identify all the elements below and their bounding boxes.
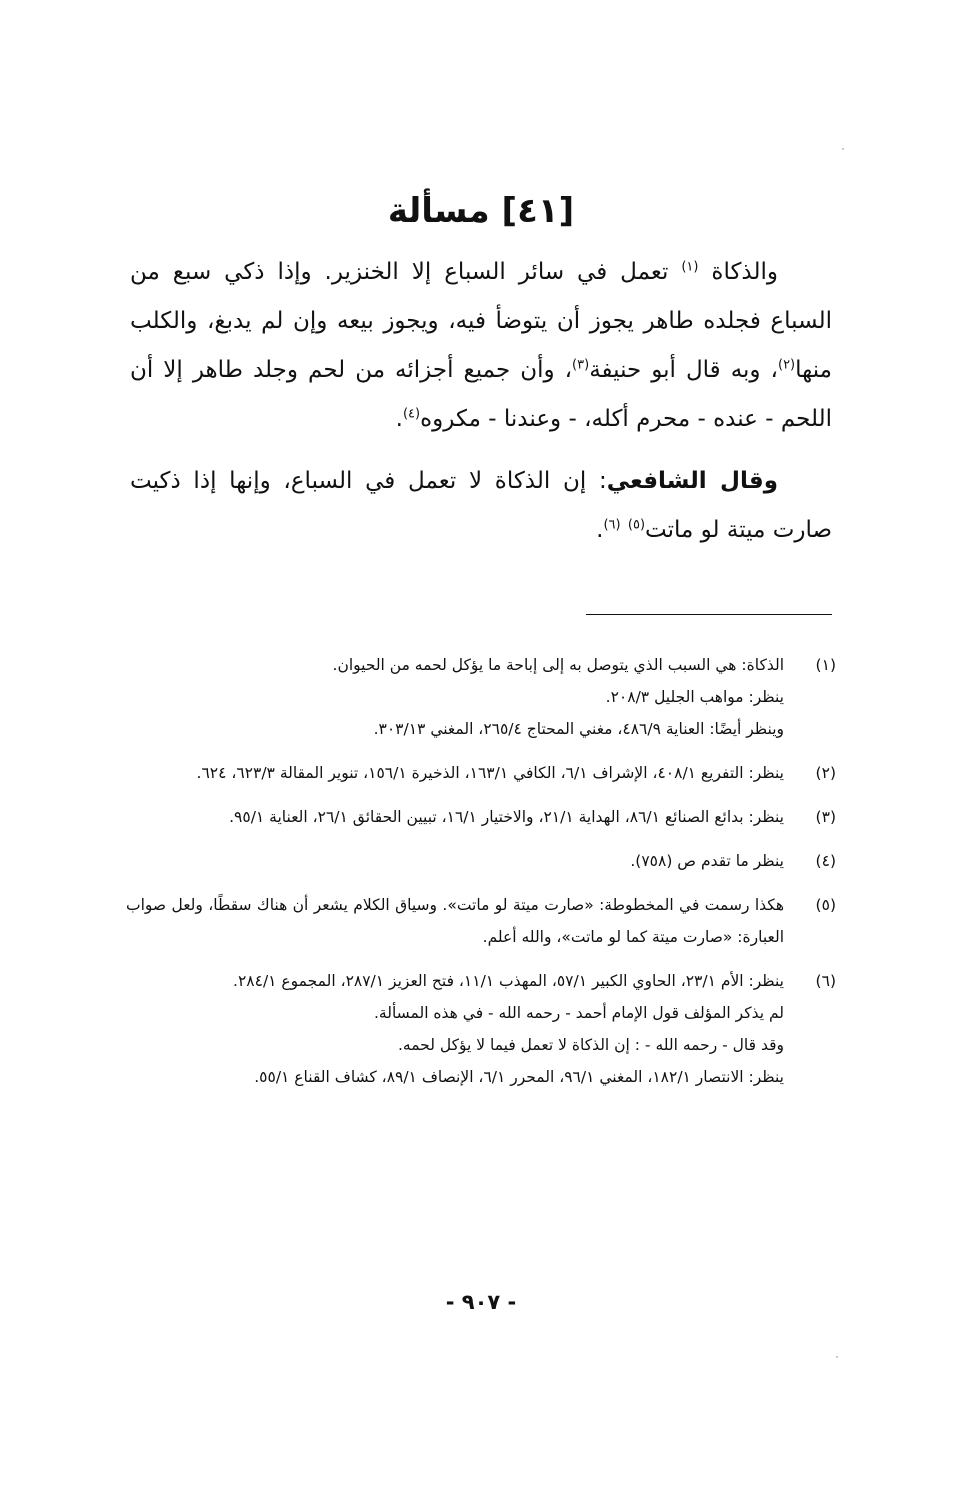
footnote-line: الذكاة: هي السبب الذي يتوصل به إلى إباحة ما يؤكل لحمه من الحيوان. [332,656,784,674]
footnote-number: (٣) [815,808,836,826]
footnote-line: ينظر ما تقدم ص (٧٥٨). [630,852,784,870]
footnote-6 [126,965,836,1093]
footnote-5 [126,889,836,953]
footnote-line: ينظر: بدائع الصنائع ٨٦/١، الهداية ٢١/١، والاختيار ١٦/١، تبيين الحقائق ٢٦/١، العناية ٩٥/١. [229,808,784,826]
footnotes [126,649,836,1105]
footnote-line: وينظر أيضًا: العناية ٤٨٦/٩، مغني المحتاج ٢٦٥/٤، المغني ٣٠٣/١٣. [373,720,784,738]
footnote-number: (٢) [815,764,836,782]
paragraph-1 [130,248,832,444]
footnote-ref-4[interactable]: (٤) [402,406,421,422]
footnote-ref-5[interactable]: (٥) [627,517,646,533]
footnote-line: ينظر: التفريع ٤٠٨/١، الإشراف ٦/١، الكافي ١٦٣/١، الذخيرة ١٥٦/١، تنوير المقالة ٦٢٣/٣، ٦٢٤. [196,764,784,782]
footnote-line: وقد قال - رحمه الله - : إن الذكاة لا تعمل فيما لا يؤكل لحمه. [397,1036,784,1054]
paragraph-1-text-3: ، وبه قال أبو حنيفة [589,357,778,383]
paragraph-1-text-4: ، وأن جميع أجزائه من لحم وجلد طاهر إلا أن اللحم - عنده - محرم أكله، - وعندنا - مكروه [130,357,832,432]
paragraph-1-text-2: تعمل في سائر السباع إلا الخنزير. وإذا ذكي سبع من السباع فجلده طاهر يجوز أن يتوضأ فيه، ويجوز بيعه وإن لم يدبغ، والكلب منها [130,259,832,383]
paragraph-2 [130,457,832,555]
footnote-3 [126,801,836,833]
footnote-ref-1[interactable]: (١) [681,259,699,275]
paragraph-2-text-2: . [596,517,604,543]
footnote-4 [126,845,836,877]
footnote-ref-2[interactable]: (٢) [777,357,796,373]
paragraph-2-lead: وقال الشافعي [606,468,778,494]
page-number: - ٩٠٧ - [445,1290,517,1314]
footnote-number: (٦) [815,972,836,990]
footnote-number: (١) [815,656,836,674]
paragraph-1-text-5: . [395,406,403,432]
footnote-number: (٤) [815,852,836,870]
footnote-1 [126,649,836,745]
footnote-line: ينظر: مواهب الجليل ٢٠٨/٣. [605,688,784,706]
scan-speck [836,1356,838,1358]
issue-title: [٤١] مسألة [387,191,575,231]
footnote-separator [586,614,832,615]
scan-speck [842,148,844,150]
main-text [130,248,832,555]
footnote-ref-6[interactable]: (٦) [603,517,621,533]
footnote-line: لم يذكر المؤلف قول الإمام أحمد - رحمه الله - في هذه المسألة. [374,1004,784,1022]
paragraph-1-text-1: والذكاة [698,259,778,285]
footnote-number: (٥) [815,896,836,914]
footnote-line: ينظر: الانتصار ١٨٢/١، المغني ٩٦/١، المحرر ٦/١، الإنصاف ٨٩/١، كشاف القناع ٥٥/١. [254,1068,784,1086]
footnote-ref-3[interactable]: (٣) [572,357,590,373]
footnote-line: ينظر: الأم ٢٣/١، الحاوي الكبير ٥٧/١، المهذب ١١/١، فتح العزيز ٢٨٧/١، المجموع ٢٨٤/١. [233,972,784,990]
footnote-line: هكذا رسمت في المخطوطة: «صارت ميتة لو ماتت». وسياق الكلام يشعر أن هناك سقطًا، ولعل صواب العبارة: «صارت ميتة كما لو ماتت»، والله أعلم. [126,896,784,946]
footnote-2 [126,757,836,789]
paragraph-2-text-1: : إن الذكاة لا تعمل في السباع، وإنها إذا ذكيت صارت ميتة لو ماتت [130,468,832,543]
